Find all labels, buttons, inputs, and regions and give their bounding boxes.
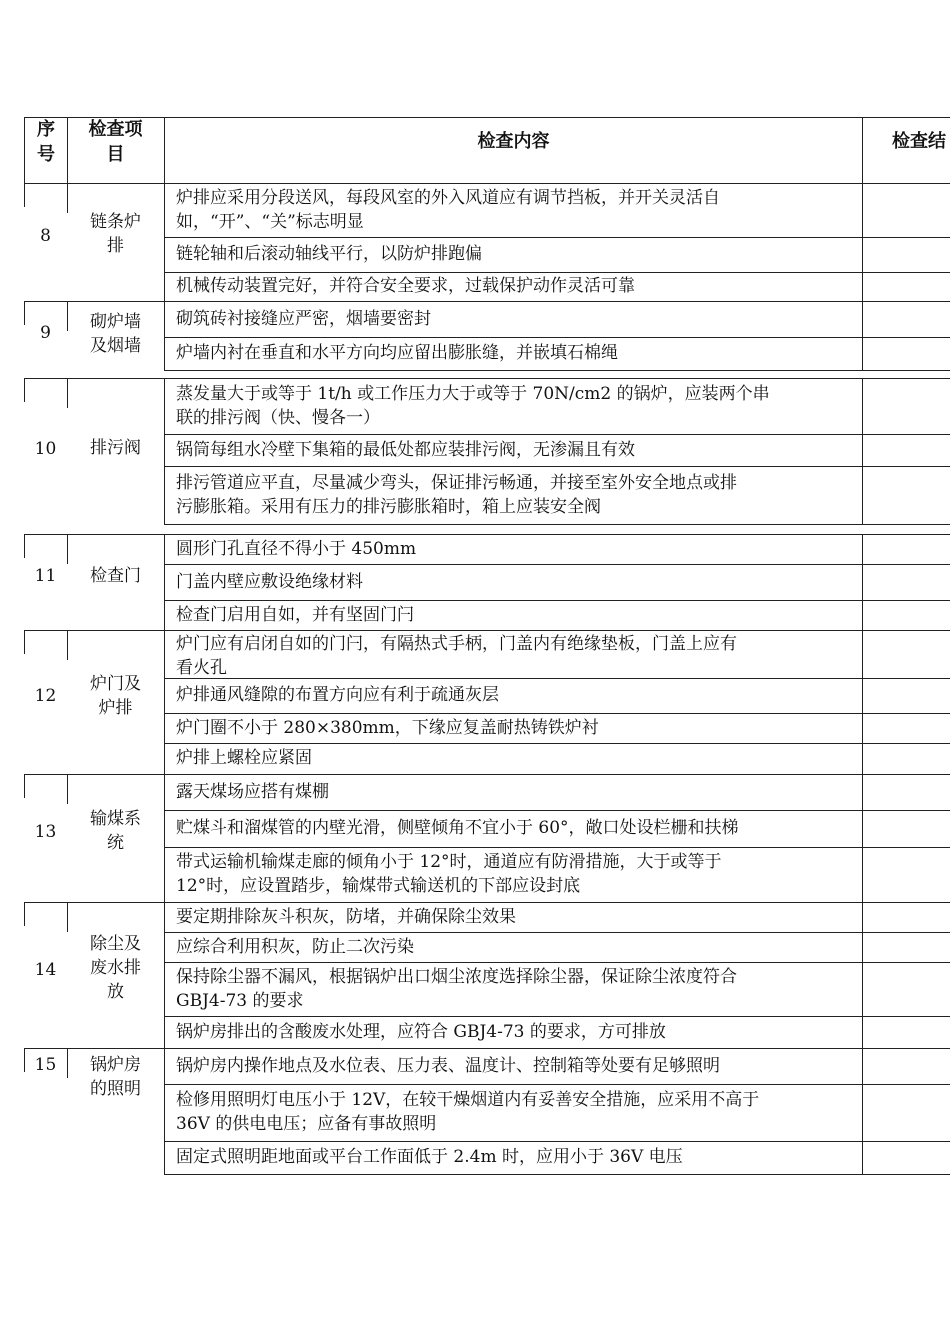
inspection-content: 锅筒每组水冷壁下集箱的最低处都应装排污阀，无渗漏且有效	[176, 440, 635, 460]
seq-left-stub	[24, 630, 25, 654]
seq-number: 14	[34, 960, 57, 980]
result-left-border	[862, 774, 863, 902]
content-left-border	[164, 774, 165, 902]
item-left-stub	[67, 630, 68, 660]
row-bottom-border	[164, 370, 950, 371]
row-bottom-border	[164, 600, 950, 601]
inspection-content: 链轮轴和后滚动轴线平行，以防炉排跑偏	[176, 244, 482, 264]
item-name: 废水排	[90, 958, 141, 978]
content-left-border	[164, 534, 165, 630]
inspection-content: 露天煤场应搭有煤棚	[176, 782, 329, 802]
item-left-stub	[67, 902, 68, 932]
item-name: 放	[107, 982, 124, 1002]
inspection-content: 应综合利用积灰，防止二次污染	[176, 937, 414, 957]
inspection-content: 固定式照明距地面或平台工作面低于 2.4m 时，应用小于 36V 电压	[176, 1147, 683, 1167]
inspection-content: 炉排通风缝隙的布置方向应有利于疏通灰层	[176, 685, 499, 705]
inspection-content: 炉门圈不小于 280×380mm，下缘应复盖耐热铸铁炉衬	[176, 718, 599, 738]
inspection-content: GBJ4-73 的要求	[176, 991, 304, 1011]
seq-number: 13	[34, 822, 57, 842]
header-item-line2: 目	[106, 144, 125, 165]
item-left-stub	[67, 534, 68, 564]
row-bottom-border	[164, 237, 950, 238]
seq-number: 9	[40, 323, 51, 343]
group-top-border	[24, 378, 950, 379]
result-left-border	[862, 1048, 863, 1174]
header-left-border	[24, 117, 25, 183]
item-name: 输煤系	[90, 809, 141, 829]
inspection-content: 联的排污阀（快、慢各一）	[176, 408, 380, 428]
row-bottom-border	[164, 962, 950, 963]
seq-left-stub	[24, 183, 25, 207]
inspection-content: 炉门应有启闭自如的门闩，有隔热式手柄，门盖内有绝缘垫板，门盖上应有	[176, 634, 737, 654]
inspection-content: 门盖内壁应敷设绝缘材料	[176, 572, 363, 592]
result-left-border	[862, 630, 863, 774]
result-left-border	[862, 183, 863, 301]
header-item-line1: 检查项	[88, 119, 143, 140]
row-bottom-border	[164, 466, 950, 467]
inspection-content: 检查门启用自如，并有坚固门闩	[176, 605, 414, 625]
item-name: 锅炉房	[90, 1055, 141, 1075]
inspection-content: 检修用照明灯电压小于 12V，在较干燥烟道内有妥善安全措施，应采用不高于	[176, 1090, 760, 1110]
header-result: 检查结	[892, 131, 946, 152]
inspection-content: 炉排上螺栓应紧固	[176, 748, 312, 768]
seq-number: 15	[34, 1055, 57, 1075]
result-left-border	[862, 534, 863, 630]
row-bottom-border	[164, 932, 950, 933]
item-name: 除尘及	[90, 934, 141, 954]
row-bottom-border	[164, 847, 950, 848]
result-left-border	[862, 378, 863, 524]
header-seq-line1: 序	[37, 119, 55, 140]
inspection-content: 机械传动装置完好，并符合安全要求，过载保护动作灵活可靠	[176, 276, 635, 296]
inspection-content: 保持除尘器不漏风，根据锅炉出口烟尘浓度选择除尘器，保证除尘浓度符合	[176, 967, 737, 987]
item-name: 的照明	[90, 1079, 141, 1099]
group-top-border	[24, 183, 950, 184]
inspection-content: 12°时，应设置踏步，输煤带式输送机的下部应设封底	[176, 876, 581, 896]
header-divider-3	[862, 117, 863, 183]
row-bottom-border	[164, 1016, 950, 1017]
header-content: 检查内容	[477, 131, 550, 152]
header-top-border	[24, 117, 950, 118]
item-name: 链条炉	[90, 212, 141, 232]
group-top-border	[24, 301, 950, 302]
item-name: 及烟墙	[90, 336, 141, 356]
item-name: 统	[107, 833, 124, 853]
inspection-content: 如，“开”、“关”标志明显	[176, 212, 364, 232]
row-bottom-border	[164, 810, 950, 811]
group-top-border	[24, 902, 950, 903]
seq-left-stub	[24, 774, 25, 798]
seq-number: 8	[40, 226, 51, 246]
header-divider-1	[67, 117, 68, 183]
item-left-stub	[67, 183, 68, 213]
inspection-content: 带式运输机输煤走廊的倾角小于 12°时，通道应有防滑措施，大于或等于	[176, 852, 722, 872]
inspection-content: 蒸发量大于或等于 1t/h 或工作压力大于或等于 70N/cm2 的锅炉，应装两个串	[176, 384, 770, 404]
row-bottom-border	[164, 1174, 950, 1175]
result-left-border	[862, 301, 863, 370]
inspection-content: 锅炉房内操作地点及水位表、压力表、温度计、控制箱等处要有足够照明	[176, 1056, 720, 1076]
item-name: 炉门及	[90, 674, 141, 694]
row-bottom-border	[164, 713, 950, 714]
seq-number: 10	[34, 439, 57, 459]
row-bottom-border	[164, 564, 950, 565]
inspection-content: 排污管道应平直，尽量减少弯头，保证排污畅通，并接至室外安全地点或排	[176, 473, 737, 493]
header-divider-2	[164, 117, 165, 183]
inspection-content: 锅炉房排出的含酸废水处理，应符合 GBJ4-73 的要求，方可排放	[176, 1022, 666, 1042]
content-left-border	[164, 301, 165, 370]
inspection-content: 圆形门孔直径不得小于 450mm	[176, 539, 417, 559]
inspection-content: 污膨胀箱。采用有压力的排污膨胀箱时，箱上应装安全阀	[176, 497, 601, 517]
inspection-content: 要定期排除灰斗积灰，防堵，并确保除尘效果	[176, 907, 516, 927]
seq-number: 11	[34, 566, 57, 586]
content-left-border	[164, 902, 165, 1048]
row-bottom-border	[164, 434, 950, 435]
inspection-content: 砌筑砖衬接缝应严密，烟墙要密封	[176, 309, 431, 329]
seq-left-stub	[24, 534, 25, 558]
row-bottom-border	[164, 337, 950, 338]
item-name: 检查门	[90, 566, 141, 586]
inspection-content: 看火孔	[176, 658, 227, 678]
inspection-content: 炉墙内衬在垂直和水平方向均应留出膨胀缝，并嵌填石棉绳	[176, 343, 618, 363]
item-name: 排	[107, 236, 124, 256]
row-bottom-border	[164, 524, 950, 525]
item-left-stub	[67, 774, 68, 804]
inspection-content: 贮煤斗和溜煤管的内壁光滑，侧壁倾角不宜小于 60°，敞口处设栏栅和扶梯	[176, 818, 739, 838]
item-name: 砌炉墙	[90, 312, 141, 332]
content-left-border	[164, 183, 165, 301]
seq-left-stub	[24, 378, 25, 402]
row-bottom-border	[164, 1084, 950, 1085]
row-bottom-border	[164, 272, 950, 273]
item-left-stub	[67, 378, 68, 408]
content-left-border	[164, 1048, 165, 1174]
content-left-border	[164, 630, 165, 774]
row-bottom-border	[164, 1141, 950, 1142]
seq-number: 12	[34, 686, 57, 706]
group-top-border	[24, 774, 950, 775]
inspection-content: 炉排应采用分段送风，每段风室的外入风道应有调节挡板，并开关灵活自	[176, 188, 720, 208]
content-left-border	[164, 378, 165, 524]
group-top-border	[24, 1048, 950, 1049]
row-bottom-border	[164, 743, 950, 744]
header-seq-line2: 号	[37, 144, 55, 165]
group-top-border	[24, 534, 950, 535]
inspection-content: 36V 的供电电压；应备有事故照明	[176, 1114, 437, 1134]
item-name: 炉排	[98, 698, 133, 718]
result-left-border	[862, 902, 863, 1048]
row-bottom-border	[164, 678, 950, 679]
item-name: 排污阀	[90, 438, 141, 458]
group-top-border	[24, 630, 950, 631]
seq-left-stub	[24, 902, 25, 926]
